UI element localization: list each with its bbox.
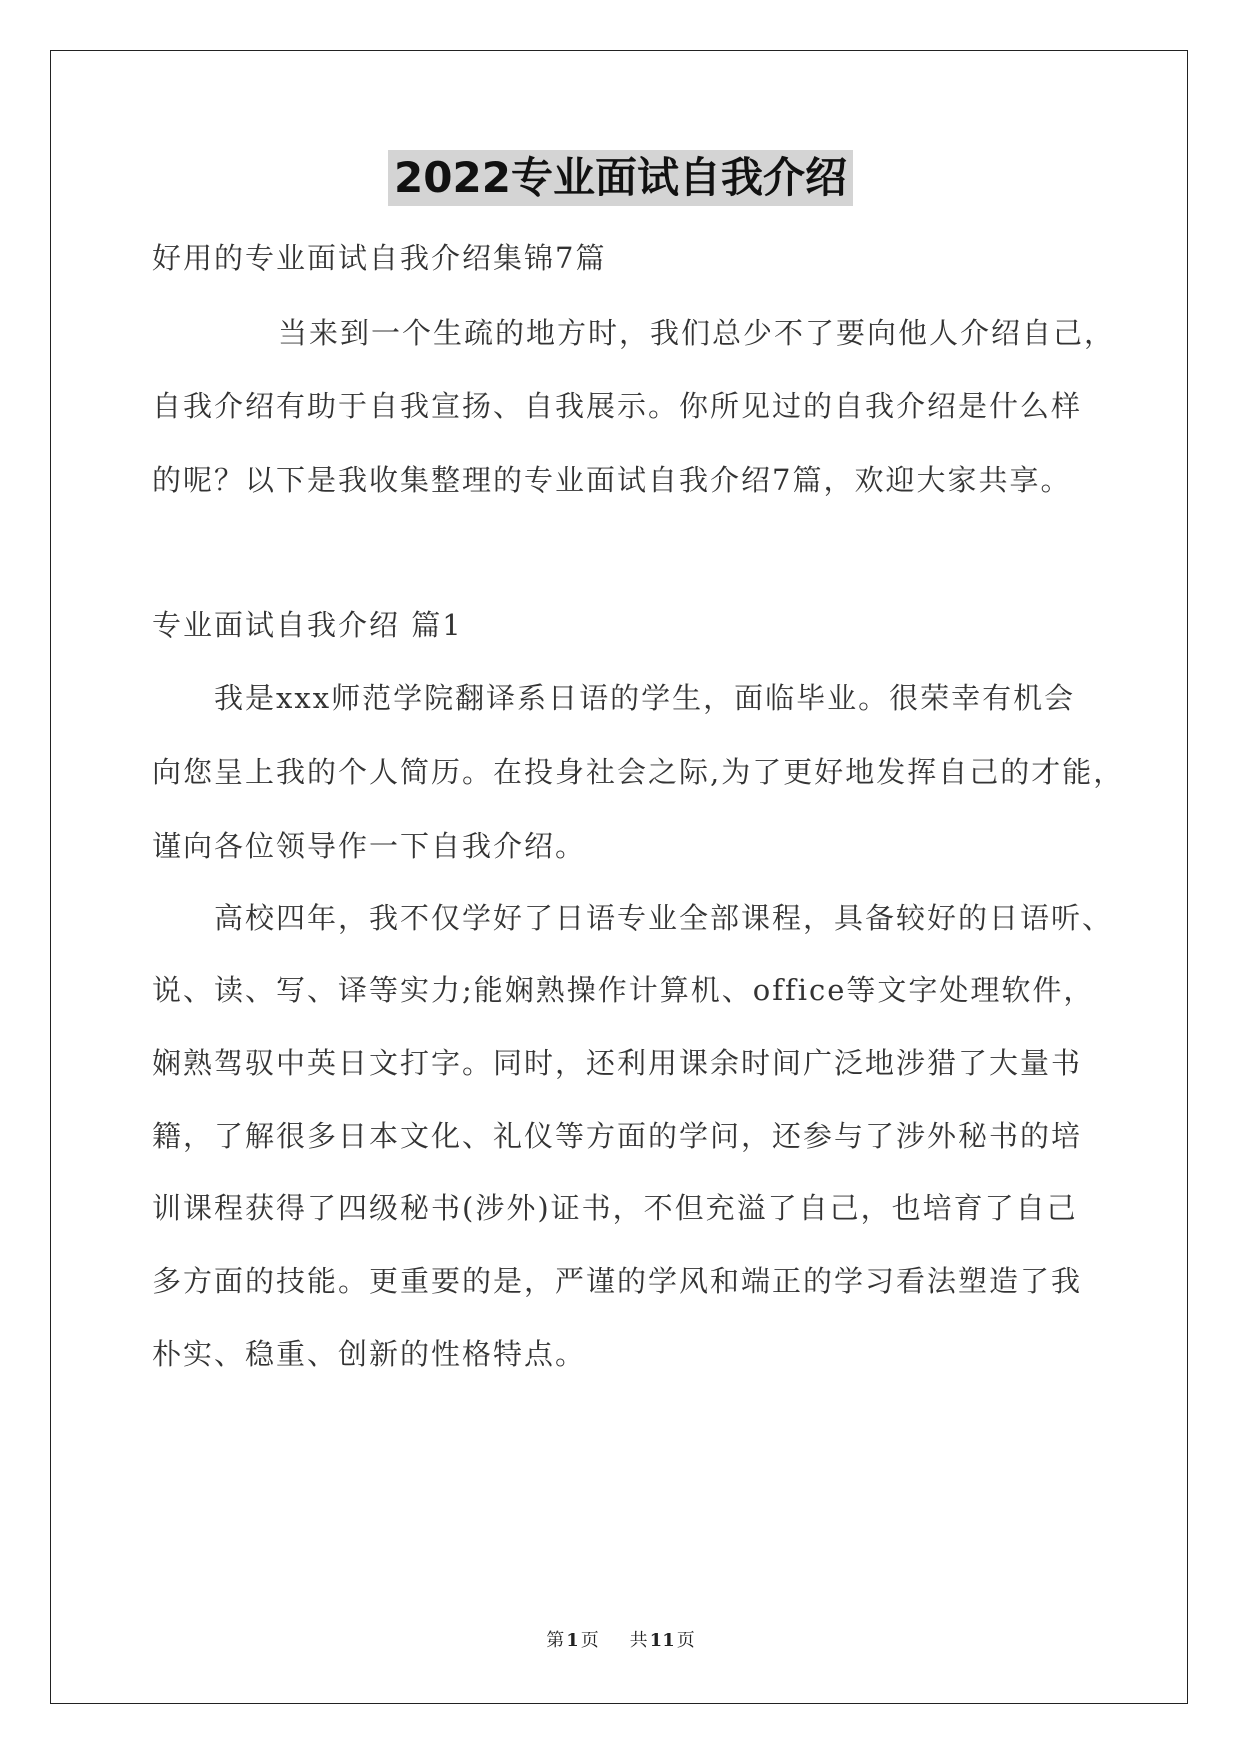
intro-line: 的呢？以下是我收集整理的专业面试自我介绍7篇，欢迎大家共享。 (152, 463, 1072, 497)
page-number: 第 1 页 (546, 1630, 599, 1651)
intro-line: 自我介绍有助于自我宣扬、自我展示。你所见过的自我介绍是什么样 (152, 389, 1083, 423)
paragraph-line: 我是xxx师范学院翻译系日语的学生，面临毕业。很荣幸有机会 (214, 681, 1076, 715)
paragraph-line: 多方面的技能。更重要的是，严谨的学风和端正的学习看法塑造了我 (152, 1264, 1083, 1298)
document-title: 2022专业面试自我介绍 (388, 150, 853, 206)
paragraph-line: 籍，了解很多日本文化、礼仪等方面的学问，还参与了涉外秘书的培 (152, 1119, 1083, 1153)
intro-line: 当来到一个生疏的地方时，我们总少不了要向他人介绍自己， (278, 316, 1116, 350)
page-border (50, 50, 1188, 1704)
paragraph-line: 朴实、稳重、创新的性格特点。 (152, 1337, 587, 1371)
page-footer (0, 1626, 1241, 1652)
paragraph-line: 高校四年，我不仅学好了日语专业全部课程，具备较好的日语听、 (214, 901, 1114, 935)
paragraph-line: 谨向各位领导作一下自我介绍。 (152, 829, 587, 863)
paragraph-line: 训课程获得了四级秘书(涉外)证书，不但充溢了自己，也培育了自己 (152, 1191, 1078, 1225)
paragraph-line: 娴熟驾驭中英日文打字。同时，还利用课余时间广泛地涉猎了大量书 (152, 1046, 1083, 1080)
paragraph-line: 说、读、写、译等实力;能娴熟操作计算机、office等文字处理软件， (152, 973, 1095, 1007)
paragraph-line: 向您呈上我的个人简历。在投身社会之际,为了更好地发挥自己的才能， (152, 755, 1125, 789)
section-heading: 专业面试自我介绍 篇1 (152, 608, 463, 642)
document-subtitle: 好用的专业面试自我介绍集锦7篇 (152, 241, 607, 275)
page-total: 共 11 页 (629, 1630, 695, 1651)
